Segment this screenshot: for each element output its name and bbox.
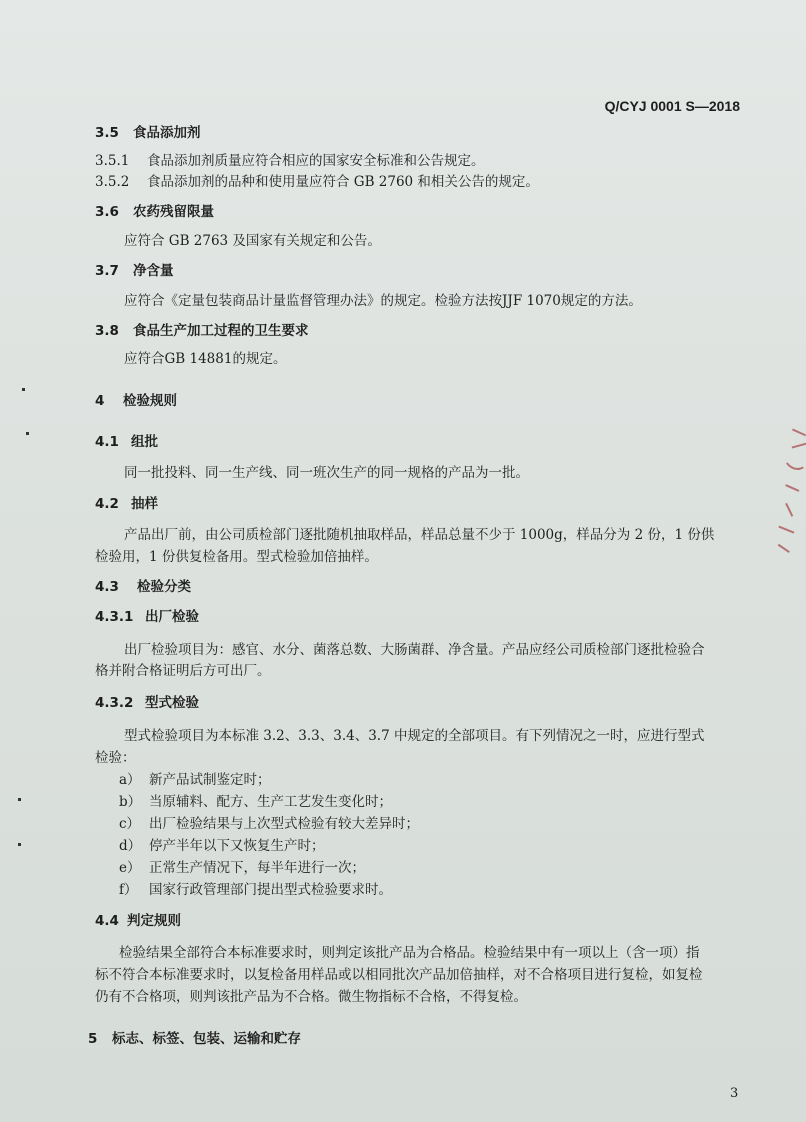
list-item-text: 新产品试制鉴定时；	[149, 772, 271, 788]
section-3-6-text: 应符合 GB 2763 及国家有关规定和公告。	[124, 233, 381, 249]
section-number: 4	[95, 393, 105, 409]
section-title: 农药残留限量	[133, 204, 214, 220]
list-item-label: c）	[119, 816, 141, 832]
section-4-heading	[95, 392, 177, 410]
clause-number: 3.5.2	[95, 174, 130, 190]
list-item	[119, 859, 365, 877]
clause-3-5-1	[95, 152, 485, 170]
section-4-4-text-line2: 标不符合本标准要求时，以复检备用样品或以相同批次产品加倍抽样，对不合格项目进行复检，如复检	[95, 967, 703, 983]
list-item	[119, 771, 271, 789]
section-4-2-heading	[95, 495, 158, 513]
section-title: 组批	[131, 434, 158, 450]
list-item-text: 国家行政管理部门提出型式检验要求时。	[149, 882, 392, 898]
scan-mark	[26, 432, 29, 435]
list-item	[119, 793, 392, 811]
clause-text: 食品添加剂质量应符合相应的国家安全标准和公告规定。	[147, 153, 485, 169]
list-item-label: a）	[119, 772, 141, 788]
section-3-8-text: 应符合GB 14881的规定。	[124, 351, 287, 367]
section-title: 出厂检验	[145, 609, 199, 625]
list-item	[119, 815, 419, 833]
section-number: 3.8	[95, 323, 119, 339]
list-item-text: 正常生产情况下，每半年进行一次；	[149, 860, 365, 876]
section-3-5-heading	[95, 124, 201, 142]
list-item	[119, 881, 392, 899]
section-title: 食品添加剂	[133, 125, 201, 141]
section-number: 4.4	[95, 913, 119, 929]
list-item-label: f）	[119, 882, 138, 898]
section-4-3-1-heading	[95, 608, 199, 626]
section-number: 3.7	[95, 263, 119, 279]
section-title: 检验分类	[137, 579, 191, 595]
section-number: 3.6	[95, 204, 119, 220]
document-code: Q/CYJ 0001 S—2018	[604, 98, 740, 114]
list-item-text: 当原辅料、配方、生产工艺发生变化时；	[149, 794, 392, 810]
section-4-3-heading	[95, 578, 191, 596]
section-number: 4.2	[95, 496, 119, 512]
section-4-3-1-text-line2: 格并附合格证明后方可出厂。	[95, 663, 271, 679]
seal-stamp-fragment	[770, 419, 806, 561]
section-number: 5	[88, 1031, 98, 1047]
section-3-7-text: 应符合《定量包装商品计量监督管理办法》的规定。检验方法按JJF 1070规定的方法。	[124, 293, 642, 309]
section-number: 4.3.1	[95, 609, 134, 625]
list-item-text: 出厂检验结果与上次型式检验有较大差异时；	[149, 816, 419, 832]
section-title: 食品生产加工过程的卫生要求	[133, 323, 309, 339]
clause-text: 食品添加剂的品种和使用量应符合 GB 2760 和相关公告的规定。	[147, 174, 539, 190]
section-4-1-heading	[95, 433, 158, 451]
section-title: 检验规则	[123, 393, 177, 409]
section-4-4-text-line1: 检验结果全部符合本标准要求时，则判定该批产品为合格品。检验结果中有一项以上（含一项）指	[119, 945, 700, 961]
section-number: 4.1	[95, 434, 119, 450]
list-item-label: b）	[119, 794, 142, 810]
section-3-8-heading	[95, 322, 309, 340]
section-title: 净含量	[133, 263, 174, 279]
section-3-7-heading	[95, 262, 174, 280]
section-title: 判定规则	[127, 913, 181, 929]
section-4-3-2-text-line1: 型式检验项目为本标准 3.2、3.3、3.4、3.7 中规定的全部项目。有下列情况之一时，应进行型式	[124, 728, 705, 744]
section-4-2-text-line1: 产品出厂前，由公司质检部门逐批随机抽取样品，样品总量不少于 1000g，样品分为 2 份，1 份供	[124, 527, 715, 543]
section-4-3-1-text-line1: 出厂检验项目为：感官、水分、菌落总数、大肠菌群、净含量。产品应经公司质检部门逐批检验合	[124, 642, 705, 658]
section-number: 4.3.2	[95, 695, 134, 711]
section-title: 型式检验	[145, 695, 199, 711]
list-item-text: 停产半年以下又恢复生产时；	[149, 838, 325, 854]
section-4-3-2-heading	[95, 694, 199, 712]
scan-mark	[18, 798, 21, 801]
section-3-6-heading	[95, 203, 214, 221]
section-4-3-2-text-line2: 检验：	[95, 750, 136, 766]
section-4-1-text: 同一批投料、同一生产线、同一班次生产的同一规格的产品为一批。	[124, 465, 529, 481]
page-number: 3	[730, 1086, 739, 1101]
clause-3-5-2	[95, 173, 539, 191]
section-4-4-heading	[95, 912, 181, 930]
section-5-heading	[88, 1030, 301, 1048]
section-4-4-text-line3: 仍有不合格项，则判该批产品为不合格。微生物指标不合格，不得复检。	[95, 989, 527, 1005]
list-item-label: e）	[119, 860, 141, 876]
list-item-label: d）	[119, 838, 142, 854]
section-title: 标志、标签、包装、运输和贮存	[112, 1031, 301, 1047]
scan-mark	[22, 388, 25, 391]
scan-mark	[18, 843, 21, 846]
clause-number: 3.5.1	[95, 153, 130, 169]
section-number: 3.5	[95, 125, 119, 141]
section-title: 抽样	[131, 496, 158, 512]
section-number: 4.3	[95, 579, 119, 595]
section-4-2-text-line2: 检验用，1 份供复检备用。型式检验加倍抽样。	[95, 549, 378, 565]
list-item	[119, 837, 325, 855]
